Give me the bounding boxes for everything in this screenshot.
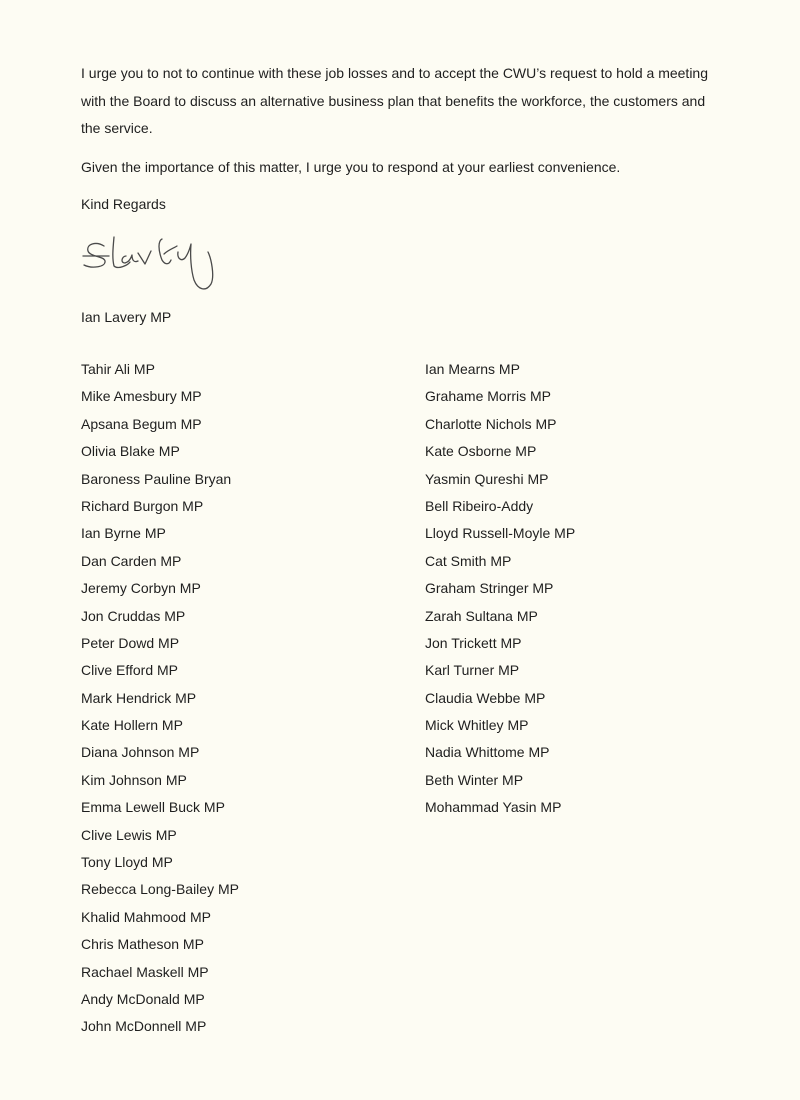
handwritten-signature bbox=[78, 232, 228, 298]
letter-paragraph-request: I urge you to not to continue with these job losses and to accept the CWU’s request to hold a meeting with the Board to discuss an alternative business plan that benefits the workforce, the customers and the service. bbox=[81, 65, 708, 136]
signatory: Mark Hendrick MP bbox=[81, 689, 197, 706]
signatory: Yasmin Qureshi MP bbox=[425, 470, 549, 487]
signatory: Baroness Pauline Bryan bbox=[81, 470, 232, 487]
signatory: Grahame Morris MP bbox=[425, 388, 552, 405]
signatory: Jon Cruddas MP bbox=[81, 607, 186, 624]
signatory: Beth Winter MP bbox=[425, 771, 524, 788]
signatory: Clive Lewis MP bbox=[81, 826, 177, 843]
signatory: Khalid Mahmood MP bbox=[81, 908, 211, 925]
signatory: Dan Carden MP bbox=[81, 552, 182, 569]
signatory: Graham Stringer MP bbox=[425, 580, 554, 597]
closing-salutation: Kind Regards bbox=[81, 196, 166, 212]
signatory: Ian Byrne MP bbox=[81, 525, 166, 542]
signatory: Diana Johnson MP bbox=[81, 744, 200, 761]
signatory: Peter Dowd MP bbox=[81, 634, 180, 651]
signatory: Bell Ribeiro-Addy bbox=[425, 497, 534, 514]
signatory: Richard Burgon MP bbox=[81, 497, 204, 514]
signatories-right-column bbox=[425, 356, 575, 822]
signer-name: Ian Lavery MP bbox=[81, 309, 172, 325]
signatory: Mike Amesbury MP bbox=[81, 388, 202, 405]
signatory: Lloyd Russell-Moyle MP bbox=[425, 525, 576, 542]
signatory: Jon Trickett MP bbox=[425, 634, 522, 651]
signatory: Charlotte Nichols MP bbox=[425, 415, 557, 432]
signatory: Mohammad Yasin MP bbox=[425, 799, 562, 816]
signatory: Rachael Maskell MP bbox=[81, 963, 209, 980]
signatory: Karl Turner MP bbox=[425, 662, 520, 679]
signatory: John McDonnell MP bbox=[81, 1018, 207, 1035]
signatory: Clive Efford MP bbox=[81, 662, 178, 679]
signatory: Kate Osborne MP bbox=[425, 443, 537, 460]
signatory: Ian Mearns MP bbox=[425, 361, 520, 377]
signatory: Kate Hollern MP bbox=[81, 717, 183, 734]
signatory: Claudia Webbe MP bbox=[425, 689, 546, 706]
signatory: Chris Matheson MP bbox=[81, 936, 204, 953]
letter-paragraph-urgency: Given the importance of this matter, I urge you to respond at your earliest convenience. bbox=[81, 159, 621, 175]
signatory: Nadia Whittome MP bbox=[425, 744, 550, 761]
signatories-left-column bbox=[81, 356, 239, 1041]
signatory: Jeremy Corbyn MP bbox=[81, 580, 201, 597]
signatory: Cat Smith MP bbox=[425, 552, 512, 569]
signatory: Olivia Blake MP bbox=[81, 443, 180, 460]
signatory: Mick Whitley MP bbox=[425, 717, 529, 734]
signatory: Kim Johnson MP bbox=[81, 771, 187, 788]
signatory: Emma Lewell Buck MP bbox=[81, 799, 225, 816]
signatory: Zarah Sultana MP bbox=[425, 607, 538, 624]
signatory: Apsana Begum MP bbox=[81, 415, 202, 432]
signatory: Andy McDonald MP bbox=[81, 990, 205, 1007]
signatory: Rebecca Long-Bailey MP bbox=[81, 881, 239, 898]
signatory: Tahir Ali MP bbox=[81, 361, 155, 377]
signatory: Tony Lloyd MP bbox=[81, 854, 173, 871]
